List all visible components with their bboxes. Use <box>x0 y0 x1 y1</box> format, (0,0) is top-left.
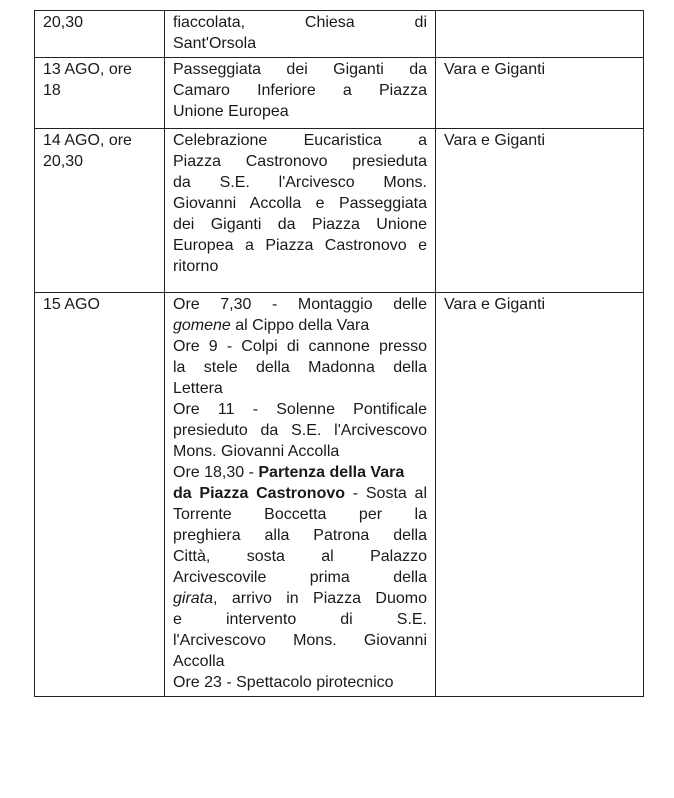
schedule-table <box>34 10 644 697</box>
text-run: Europea a Piazza Castronovo e <box>173 237 427 254</box>
date-cell <box>35 293 165 697</box>
event-cell <box>165 293 436 697</box>
text-run: presieduto da S.E. l'Arcivescovo <box>173 422 427 439</box>
event-line <box>173 101 427 122</box>
text-run: Arcivescovile prima della <box>173 569 427 586</box>
text-run: Celebrazione Eucaristica a <box>173 132 427 149</box>
event-line <box>173 12 427 33</box>
event-line <box>173 33 427 54</box>
event-line <box>173 420 427 441</box>
text-run: Sant'Orsola <box>173 35 257 52</box>
event-line <box>173 59 427 80</box>
date-cell <box>35 129 165 293</box>
text-run: Mons. Giovanni Accolla <box>173 443 340 460</box>
bold-text: da Piazza Castronovo <box>173 485 346 502</box>
text-run: Camaro Inferiore a Piazza <box>173 82 427 99</box>
event-line <box>173 441 427 462</box>
text-run: Ore 23 - Spettacolo pirotecnico <box>173 674 394 691</box>
event-line <box>173 651 427 672</box>
schedule-table-body <box>35 11 644 697</box>
event-line <box>173 609 427 630</box>
text-run: Ore 18,30 - <box>173 464 259 481</box>
event-line <box>173 483 427 504</box>
text-run: , arrivo in Piazza Duomo <box>213 590 427 607</box>
event-line <box>173 546 427 567</box>
date-line: 20,30 <box>43 14 84 31</box>
event-cell <box>165 129 436 293</box>
text-run: Passeggiata dei Giganti da <box>173 61 427 78</box>
date-cell <box>35 58 165 129</box>
event-line <box>173 630 427 651</box>
italic-text: gomene <box>173 317 231 334</box>
event-line <box>173 588 427 609</box>
note-text: Vara e Giganti <box>444 132 546 149</box>
italic-text: girata <box>173 590 214 607</box>
text-run: dei Giganti da Piazza Unione <box>173 216 427 233</box>
event-line <box>173 80 427 101</box>
event-line <box>173 130 427 151</box>
text-run: Lettera <box>173 380 223 397</box>
date-line: 15 AGO <box>43 296 100 313</box>
event-line <box>173 315 427 336</box>
event-line <box>173 378 427 399</box>
text-run: fiaccolata, Chiesa di <box>173 14 427 31</box>
event-line <box>173 294 427 315</box>
table-row <box>35 11 644 58</box>
text-run: Accolla <box>173 653 225 670</box>
table-row <box>35 129 644 293</box>
text-run: ritorno <box>173 258 219 275</box>
event-cell <box>165 58 436 129</box>
date-cell <box>35 11 165 58</box>
event-line <box>173 525 427 546</box>
text-run: al Cippo della Vara <box>230 317 370 334</box>
event-cell <box>165 11 436 58</box>
event-line <box>173 399 427 420</box>
note-text: Vara e Giganti <box>444 61 546 78</box>
note-cell <box>436 129 644 293</box>
text-run: - Sosta al <box>345 485 428 502</box>
event-line <box>173 336 427 357</box>
text-run: Piazza Castronovo presieduta <box>173 153 427 170</box>
date-line: 14 AGO, ore <box>43 132 132 149</box>
date-line: 13 AGO, ore <box>43 61 132 78</box>
event-line <box>173 672 427 693</box>
event-line <box>173 504 427 525</box>
table-row <box>35 58 644 129</box>
text-run: Torrente Boccetta per la <box>173 506 427 523</box>
event-line <box>173 462 427 483</box>
event-line <box>173 357 427 378</box>
event-line <box>173 193 427 214</box>
bold-text: Partenza della Vara <box>258 464 405 481</box>
text-run: da S.E. l'Arcivesco Mons. <box>173 174 427 191</box>
event-line <box>173 151 427 172</box>
event-line <box>173 567 427 588</box>
event-line <box>173 235 427 256</box>
text-run: Unione Europea <box>173 103 289 120</box>
text-run: Giovanni Accolla e Passeggiata <box>173 195 427 212</box>
note-cell <box>436 58 644 129</box>
text-run: Ore 9 - Colpi di cannone presso <box>173 338 427 355</box>
text-run: la stele della Madonna della <box>173 359 427 376</box>
note-text: Vara e Giganti <box>444 296 546 313</box>
event-line <box>173 214 427 235</box>
date-line: 18 <box>43 82 61 99</box>
event-line <box>173 172 427 193</box>
text-run: Ore 11 - Solenne Pontificale <box>173 401 427 418</box>
text-run: Città, sosta al Palazzo <box>173 548 427 565</box>
note-cell <box>436 293 644 697</box>
date-line: 20,30 <box>43 153 84 170</box>
table-row <box>35 293 644 697</box>
text-run: Ore 7,30 - Montaggio delle <box>173 296 427 313</box>
event-line <box>173 256 427 277</box>
text-run: preghiera alla Patrona della <box>173 527 427 544</box>
text-run: l'Arcivescovo Mons. Giovanni <box>173 632 427 649</box>
text-run: e intervento di S.E. <box>173 611 427 628</box>
note-cell <box>436 11 644 58</box>
